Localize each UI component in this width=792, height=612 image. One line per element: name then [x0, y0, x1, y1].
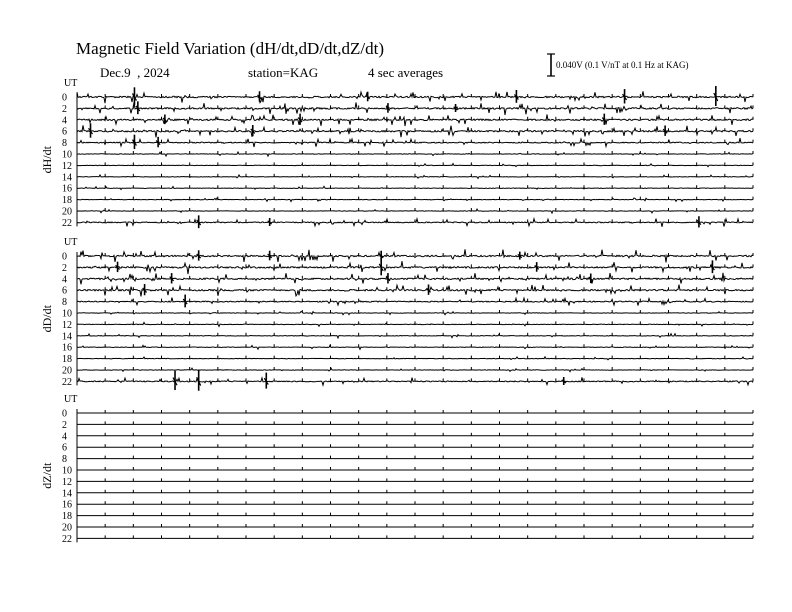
- hour-label: 14: [62, 331, 72, 343]
- hour-label: 4: [62, 274, 67, 286]
- scale-bar-icon: [547, 54, 555, 76]
- hour-label: 18: [62, 354, 72, 366]
- hour-label: 4: [62, 115, 67, 127]
- hour-label: 16: [62, 499, 72, 511]
- hour-label: 20: [62, 365, 72, 377]
- component-label: dZ/dt: [40, 462, 54, 489]
- hour-label: 14: [62, 488, 72, 500]
- trace-dhdt-h2: [77, 102, 753, 115]
- hour-label: 20: [62, 206, 72, 218]
- hour-label: 12: [62, 319, 72, 331]
- averaging-label: 4 sec averages: [368, 65, 444, 80]
- station-label: station=KAG: [248, 65, 319, 80]
- hour-label: 16: [62, 183, 72, 195]
- hour-label: 20: [62, 522, 72, 534]
- hour-label: 22: [62, 376, 72, 388]
- hour-label: 2: [62, 103, 67, 115]
- trace-dhdt-h4: [77, 115, 753, 127]
- hour-label: 6: [62, 126, 67, 138]
- ut-label: UT: [64, 237, 78, 248]
- hour-label: 8: [62, 454, 67, 466]
- trace-dhdt-h6: [77, 125, 753, 137]
- hour-label: 18: [62, 511, 72, 523]
- panels: [40, 78, 753, 545]
- panel-dhdt: [40, 78, 753, 229]
- scale-label: 0.040V (0.1 V/nT at 0.1 Hz at KAG): [556, 60, 689, 70]
- hour-label: 2: [62, 419, 67, 431]
- hour-label: 22: [62, 217, 72, 229]
- hour-label: 16: [62, 342, 72, 354]
- trace-dhdt-h0: [77, 91, 753, 103]
- hour-label: 4: [62, 431, 67, 443]
- ut-label: UT: [64, 78, 78, 89]
- hour-label: 8: [62, 297, 67, 309]
- hour-label: 12: [62, 160, 72, 172]
- chart-title: Magnetic Field Variation (dH/dt,dD/dt,dZ/dt): [76, 39, 385, 58]
- component-label: dD/dt: [40, 305, 54, 333]
- hour-label: 10: [62, 465, 72, 477]
- ut-label: UT: [64, 394, 78, 405]
- trace-dddt-h2: [77, 261, 753, 274]
- hour-label: 14: [62, 172, 72, 184]
- trace-dddt-h6: [77, 285, 753, 297]
- panel-dddt: [40, 237, 753, 391]
- component-label: dH/dt: [40, 146, 54, 174]
- hour-label: 10: [62, 308, 72, 320]
- panel-dzdt: [40, 394, 753, 545]
- hour-label: 0: [62, 92, 67, 104]
- hour-label: 12: [62, 476, 72, 488]
- hour-label: 2: [62, 262, 67, 274]
- hour-label: 10: [62, 149, 72, 161]
- hour-label: 6: [62, 442, 67, 454]
- hour-label: 6: [62, 285, 67, 297]
- hour-label: 8: [62, 138, 67, 150]
- hour-label: 0: [62, 251, 67, 263]
- hour-label: 0: [62, 408, 67, 420]
- hour-label: 18: [62, 195, 72, 207]
- date-label: Dec.9 , 2024: [100, 65, 170, 80]
- hour-label: 22: [62, 533, 72, 545]
